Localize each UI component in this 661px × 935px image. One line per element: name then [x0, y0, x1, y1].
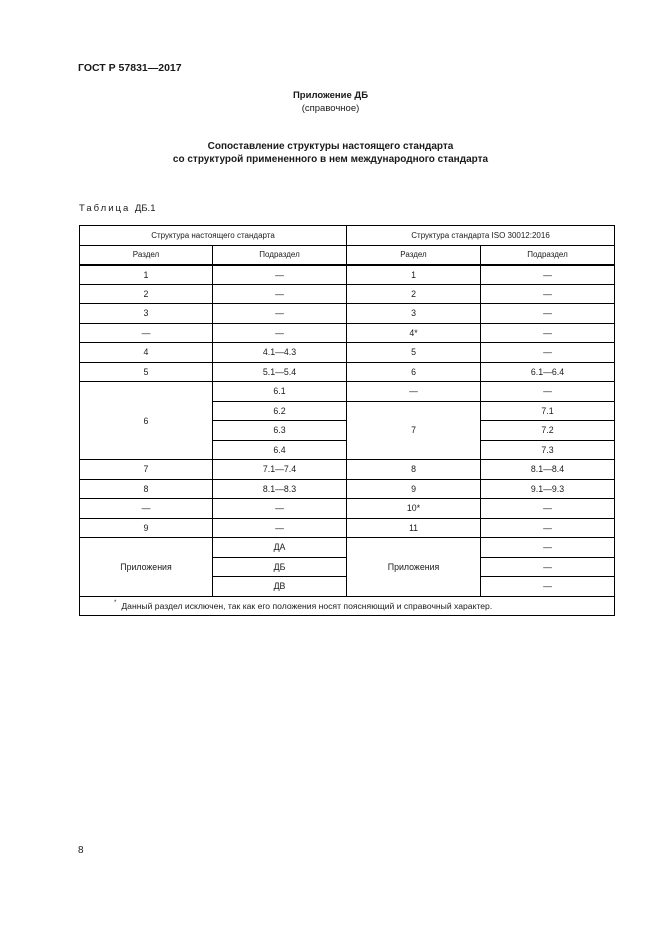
table-cell: 1 — [80, 265, 213, 285]
table-row — [80, 304, 615, 324]
document-title-line-2: со структурой примененного в нем международного стандарта — [172, 154, 489, 165]
table-cell: 9.1—9.3 — [481, 479, 615, 499]
table-cell: — — [213, 284, 347, 304]
column-header-podrazdel: Подраздел — [213, 245, 347, 265]
table-cell: ДБ — [213, 557, 347, 577]
group-header-iso-standard: Структура стандарта ISO 30012:2016 — [347, 226, 615, 246]
table-cell: — — [481, 284, 615, 304]
appendix-heading — [0, 89, 661, 115]
table-cell: 8.1—8.3 — [213, 479, 347, 499]
table-cell: — — [481, 499, 615, 519]
table-cell: Приложения — [347, 538, 481, 597]
table-cell: 8 — [347, 460, 481, 480]
table-cell: 7.1—7.4 — [213, 460, 347, 480]
appendix-subtitle: (справочное) — [301, 103, 360, 114]
table-caption-prefix: Таблица — [79, 203, 131, 214]
table-cell: 8.1—8.4 — [481, 460, 615, 480]
table-cell: 2 — [80, 284, 213, 304]
table-caption-id: ДБ.1 — [134, 203, 156, 214]
comparison-table — [79, 225, 615, 616]
table-cell: 9 — [347, 479, 481, 499]
table-cell: Приложения — [80, 538, 213, 597]
table-cell: 7.1 — [481, 401, 615, 421]
table-cell: 6.1 — [213, 382, 347, 402]
table-cell: 5.1—5.4 — [213, 362, 347, 382]
table-cell: ДВ — [213, 577, 347, 597]
appendix-title: Приложение ДБ — [292, 90, 369, 101]
document-title-line-1: Сопоставление структуры настоящего стандарта — [207, 141, 454, 152]
table-cell: — — [481, 304, 615, 324]
document-title — [0, 140, 661, 166]
table-cell: 5 — [347, 343, 481, 363]
table-cell: 7.3 — [481, 440, 615, 460]
column-header-razdel: Раздел — [347, 245, 481, 265]
table-cell: 2 — [347, 284, 481, 304]
table-cell: 6.2 — [213, 401, 347, 421]
table-row — [80, 382, 615, 402]
column-header-razdel: Раздел — [80, 245, 213, 265]
table-cell: — — [213, 323, 347, 343]
table-group-header-row — [80, 226, 615, 246]
table-footnote — [80, 596, 615, 616]
table-row — [80, 284, 615, 304]
table-cell: 6 — [347, 362, 481, 382]
column-header-podrazdel: Подраздел — [481, 245, 615, 265]
table-cell: — — [80, 499, 213, 519]
table-cell: — — [213, 304, 347, 324]
table-cell: 4 — [80, 343, 213, 363]
table-cell: — — [213, 265, 347, 285]
table-cell: 7 — [80, 460, 213, 480]
table-cell: — — [481, 382, 615, 402]
footnote-mark: * — [114, 599, 117, 606]
table-cell: — — [481, 557, 615, 577]
table-cell: 4.1—4.3 — [213, 343, 347, 363]
table-cell: — — [481, 323, 615, 343]
table-row — [80, 343, 615, 363]
table-cell: 6 — [80, 382, 213, 460]
table-cell: 1 — [347, 265, 481, 285]
table-row — [80, 460, 615, 480]
table-cell: 5 — [80, 362, 213, 382]
table-row — [80, 362, 615, 382]
table-cell: — — [481, 538, 615, 558]
footnote-text: Данный раздел исключен, так как его положения носят поясняющий и справочный характер. — [121, 600, 493, 611]
table-cell: 11 — [347, 518, 481, 538]
table-caption — [79, 203, 155, 214]
table-cell: 4* — [347, 323, 481, 343]
table-cell: — — [213, 499, 347, 519]
table-cell: — — [347, 382, 481, 402]
table-cell: — — [80, 323, 213, 343]
table-cell: 3 — [80, 304, 213, 324]
table-row — [80, 518, 615, 538]
table-row — [80, 479, 615, 499]
table-column-header-row — [80, 245, 615, 265]
table-footnote-row — [80, 596, 615, 616]
table-cell: 6.3 — [213, 421, 347, 441]
table-cell: ДА — [213, 538, 347, 558]
table-row — [80, 323, 615, 343]
table-row — [80, 265, 615, 285]
table-cell: 6.1—6.4 — [481, 362, 615, 382]
table-cell: — — [213, 518, 347, 538]
page-number: 8 — [78, 845, 84, 856]
table-cell: — — [481, 518, 615, 538]
table-cell: 10* — [347, 499, 481, 519]
table-cell: — — [481, 577, 615, 597]
table-cell: — — [481, 343, 615, 363]
table-cell: 6.4 — [213, 440, 347, 460]
standard-number: ГОСТ Р 57831—2017 — [78, 62, 182, 74]
table-cell: 7.2 — [481, 421, 615, 441]
group-header-current-standard: Структура настоящего стандарта — [80, 226, 347, 246]
table-row — [80, 499, 615, 519]
table-cell: 8 — [80, 479, 213, 499]
table-row — [80, 538, 615, 558]
table-cell: 7 — [347, 401, 481, 460]
table-cell: 9 — [80, 518, 213, 538]
table-cell: 3 — [347, 304, 481, 324]
table-cell: — — [481, 265, 615, 285]
